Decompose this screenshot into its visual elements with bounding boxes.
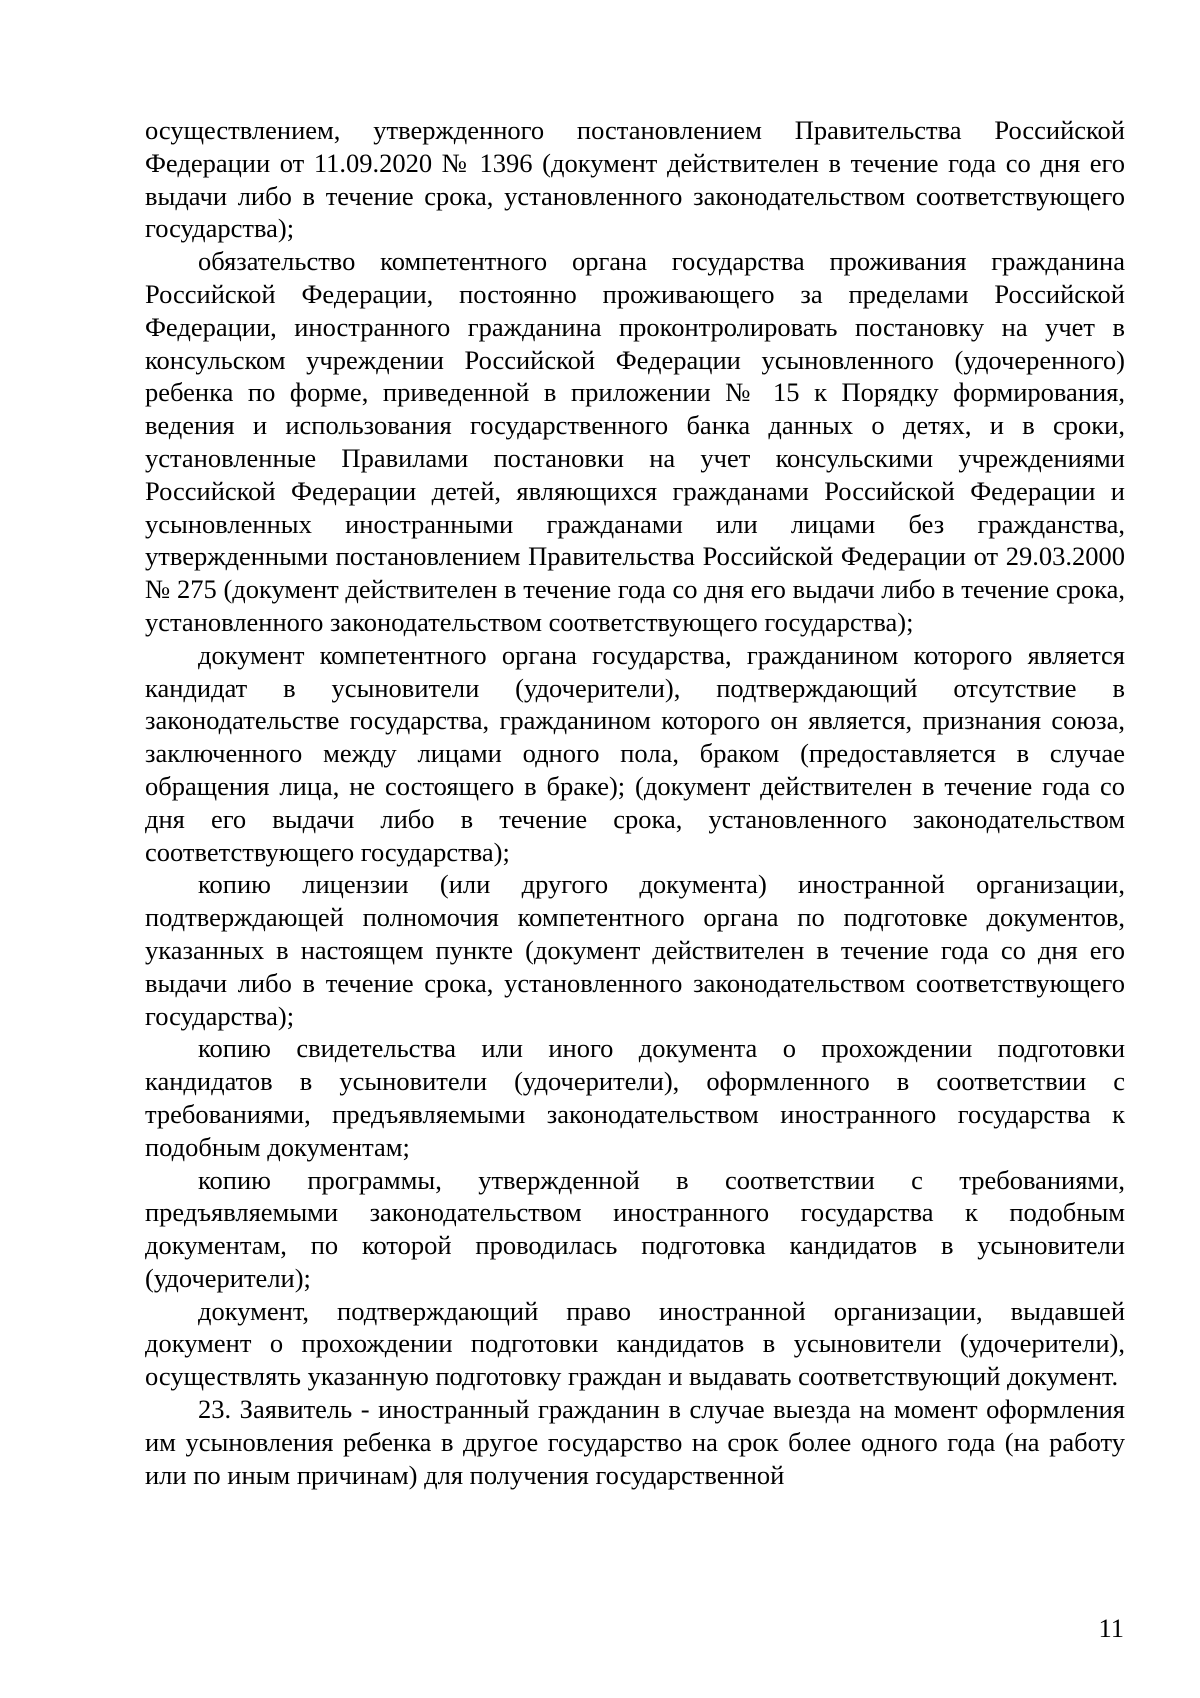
paragraph-continuation: осуществлением, утвержденного постановлением Правительства Российской Федерации от 11.09.2020 № 1396 (документ действителен в течение года со дня его выдачи либо в течение срока, установленного законодательством соответствующего государства); xyxy=(145,115,1125,244)
paragraph-organization-right-document: документ, подтверждающий право иностранной организации, выдавшей документ о прохождении подготовки кандидатов в усыновители (удочерители), осуществлять указанную подготовку граждан и выдавать соответствующий документ. xyxy=(145,1295,1125,1392)
paragraph-license-copy: копию лицензии (или другого документа) иностранной организации, подтверждающей полномочия компетентного органа по подготовке документов, указанных в настоящем пункте (документ действителен в течение года со дня его выдачи либо в течение срока, установленного законодательством соответствующего государства); xyxy=(145,869,1125,1031)
paragraph-item-23: 23. Заявитель - иностранный гражданин в случае выезда на момент оформления им усыновления ребенка в другое государство на срок более одного года (на работу или по иным причинам) для получения государственной xyxy=(145,1394,1125,1490)
paragraph-program-copy: копию программы, утвержденной в соответствии с требованиями, предъявляемыми законодательством иностранного государства к подобным документам, по которой проводилась подготовка кандидатов в усыновители (удочерители); xyxy=(145,1164,1125,1293)
document-body xyxy=(145,114,1125,1491)
paragraph-training-certificate-copy: копию свидетельства или иного документа о прохождении подготовки кандидатов в усыновители (удочерители), оформленного в соответствии с требованиями, предъявляемыми законодательством иностранного государства к подобным документам; xyxy=(145,1033,1125,1162)
paragraph-competent-authority-document: документ компетентного органа государства, гражданином которого является кандидат в усыновители (удочерители), подтверждающий отсутствие в законодательстве государства, гражданином которого он является, признания союза, заключенного между лицами одного пола, браком (предоставляется в случае обращения лица, не состоящего в браке); (документ действителен в течение года со дня его выдачи либо в течение срока, установленного законодательством соответствующего государства); xyxy=(145,639,1125,867)
paragraph-obligation: обязательство компетентного органа государства проживания гражданина Российской Федерации, постоянно проживающего за пределами Российской Федерации, иностранного гражданина проконтролировать постановку на учет в консульском учреждении Российской Федерации усыновленного (удочеренного) ребенка по форме, приведенной в приложении № 15 к Порядку формирования, ведения и использования государственного банка данных о детях, и в сроки, установленные Правилами постановки на учет консульскими учреждениями Российской Федерации детей, являющихся гражданами Российской Федерации и усыновленных иностранными гражданами или лицами без гражданства, утвержденными постановлением Правительства Российской Федерации от 29.03.2000 № 275 (документ действителен в течение года со дня его выдачи либо в течение срока, установленного законодательством соответствующего государства); xyxy=(145,246,1125,637)
page-number: 11 xyxy=(1098,1613,1124,1643)
